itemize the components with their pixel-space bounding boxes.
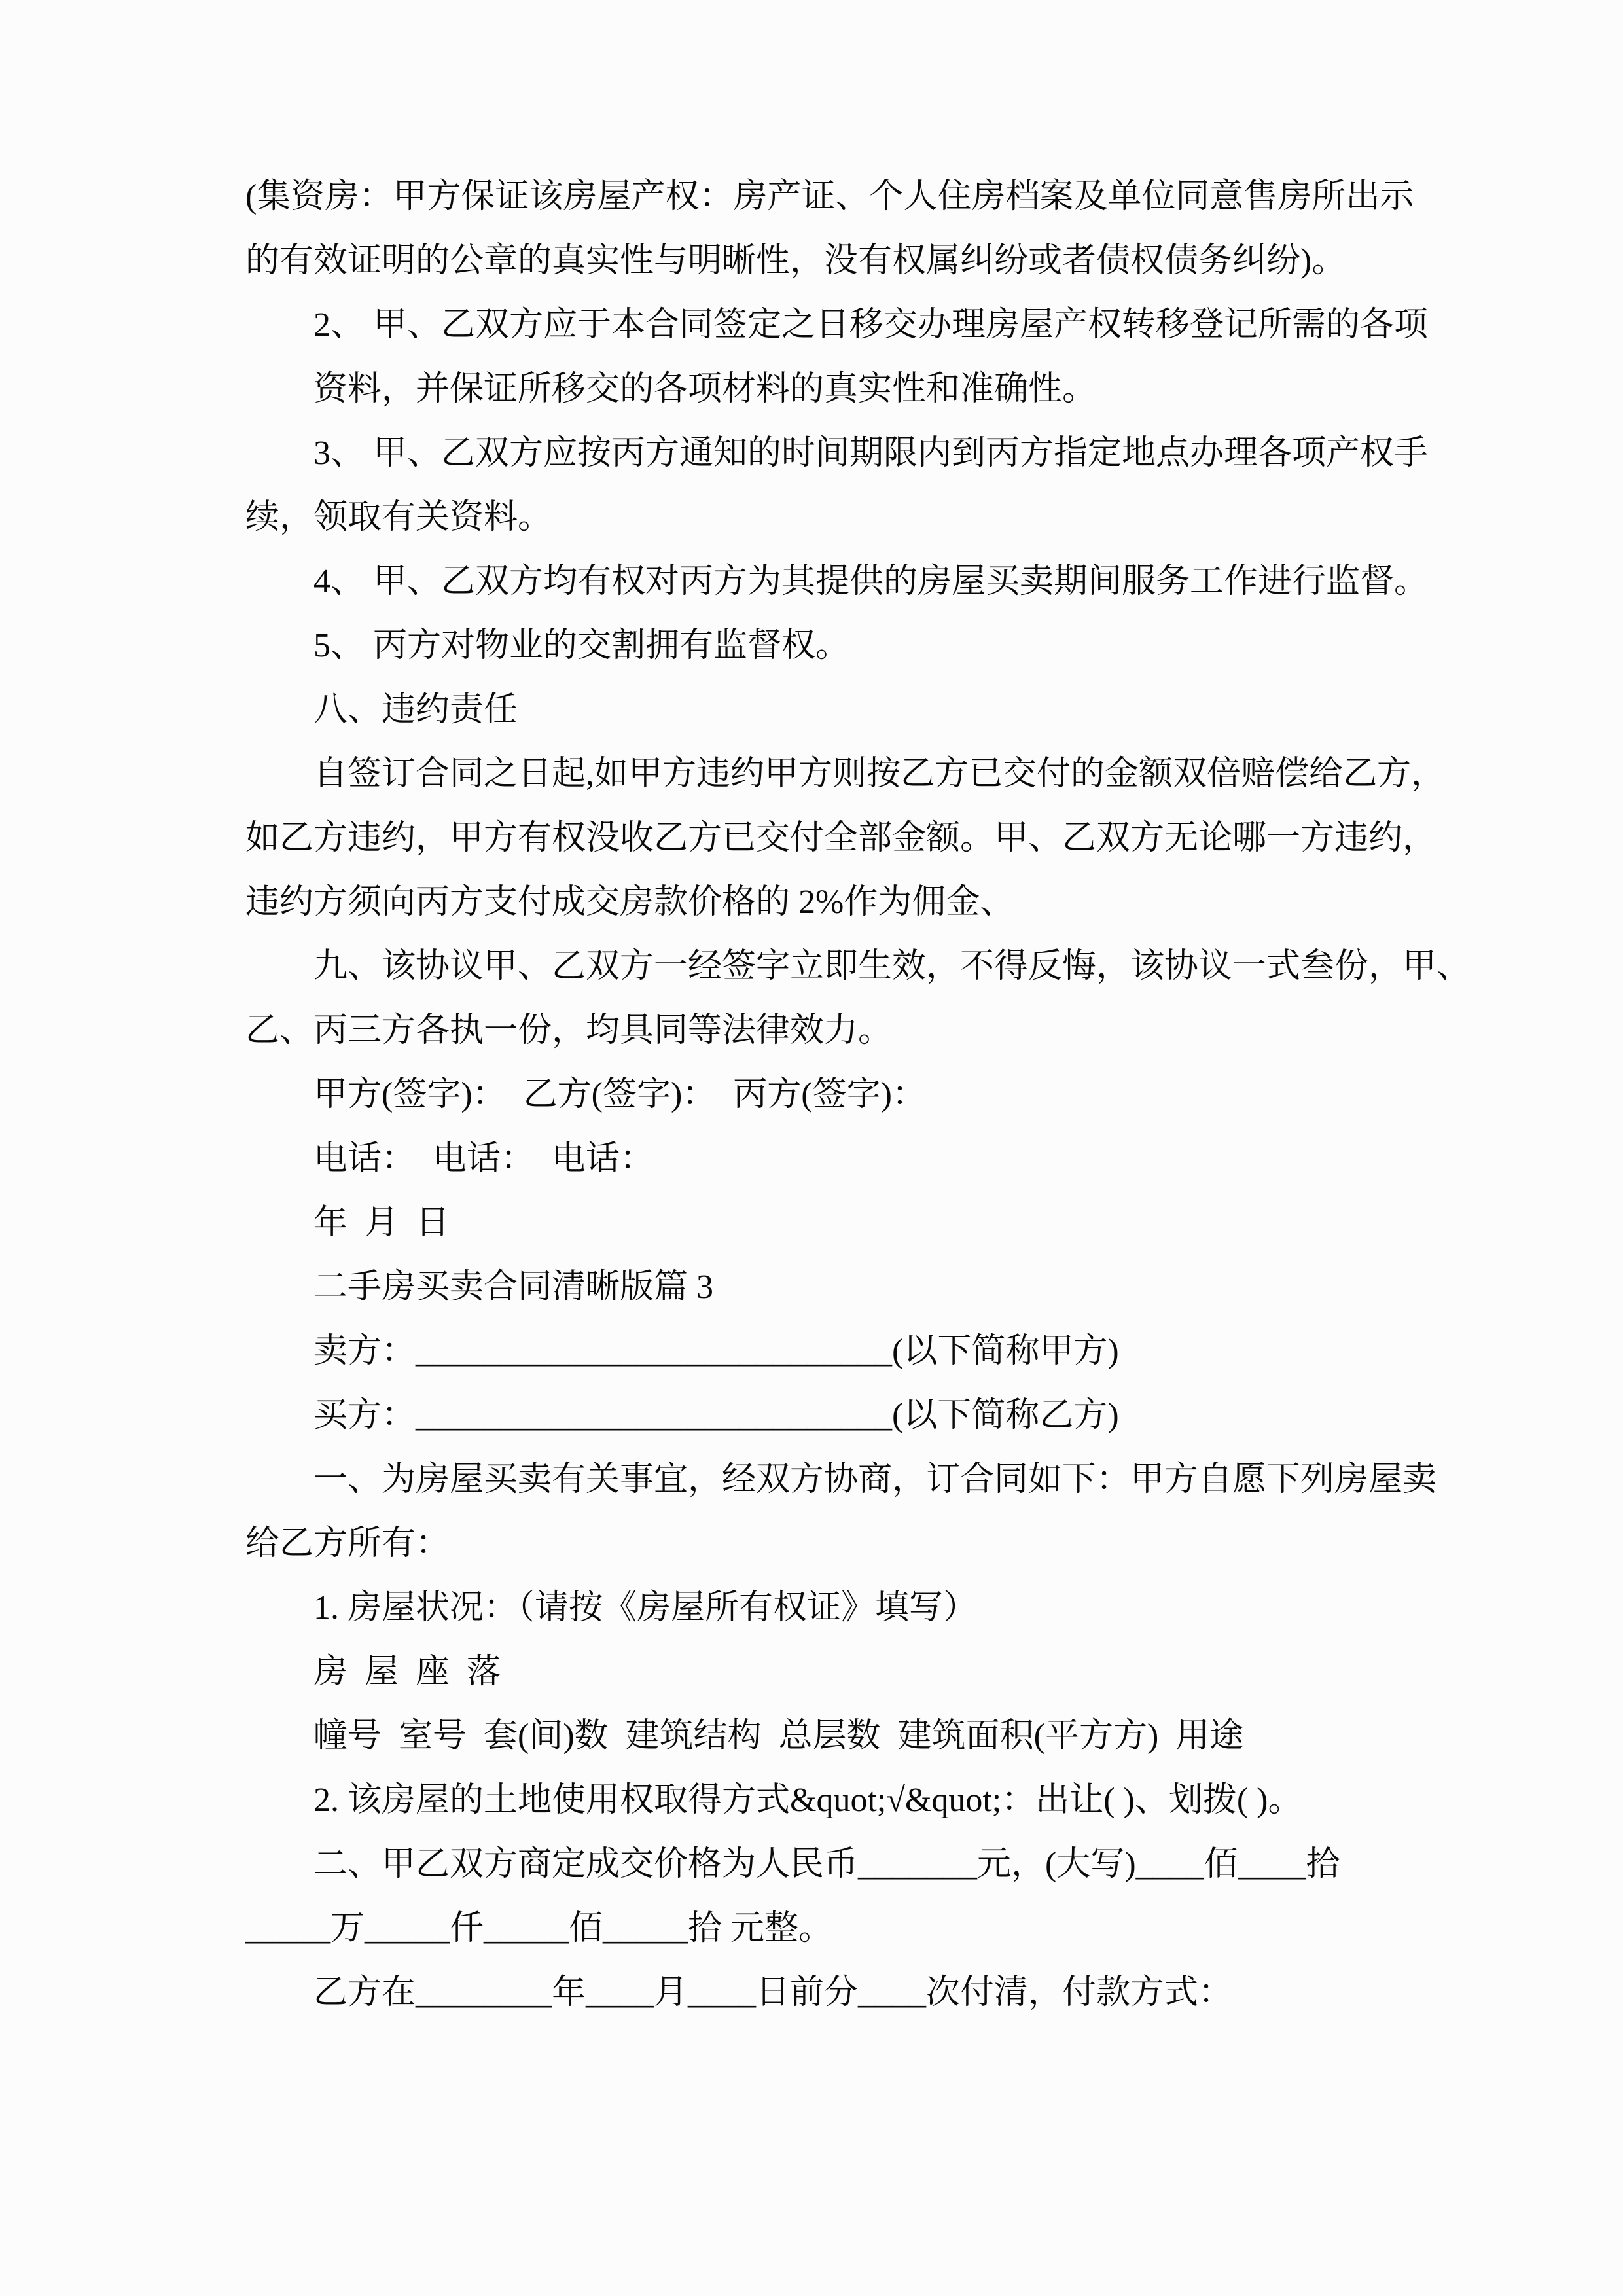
- text-line-21: 一、为房屋买卖有关事宜，经双方协商，订合同如下：甲方自愿下列房屋卖: [313, 1461, 1437, 1498]
- text-line-5: 3、 甲、乙双方应按丙方通知的时间期限内到丙方指定地点办理各项产权手: [313, 435, 1429, 472]
- text-line-18: 二手房买卖合同清晰版篇 3: [313, 1268, 714, 1306]
- text-line-25: 幢号 室号 套(间)数 建筑结构 总层数 建筑面积(平方方) 用途: [313, 1717, 1244, 1755]
- text-line-23: 1. 房屋状况：（请按《房屋所有权证》填写）: [313, 1589, 978, 1626]
- text-line-12: 违约方须向丙方支付成交房款价格的 2%作为佣金、: [245, 884, 1014, 921]
- text-line-22: 给乙方所有：: [245, 1525, 450, 1562]
- text-line-16: 电话： 电话： 电话：: [313, 1140, 654, 1177]
- text-line-19: 卖方：____________________________(以下简称甲方): [313, 1333, 1119, 1370]
- text-line-11: 如乙方违约，甲方有权没收乙方已交付全部金额。甲、乙双方无论哪一方违约，: [245, 819, 1437, 857]
- text-line-6: 续，领取有关资料。: [245, 499, 552, 536]
- text-line-3: 2、 甲、乙双方应于本合同签定之日移交办理房屋产权转移登记所需的各项: [313, 306, 1429, 344]
- text-line-15: 甲方(签字)： 乙方(签字)： 丙方(签字)：: [313, 1076, 926, 1113]
- text-line-29: 乙方在________年____月____日前分____次付清，付款方式：: [313, 1974, 1233, 2011]
- text-line-17: 年 月 日: [313, 1204, 450, 1242]
- text-line-10: 自签订合同之日起,如甲方违约甲方则按乙方已交付的金额双倍赔偿给乙方，: [313, 755, 1446, 793]
- text-line-8: 5、 丙方对物业的交割拥有监督权。: [313, 627, 850, 664]
- document-content: [245, 165, 1471, 2025]
- text-line-13: 九、该协议甲、乙双方一经签字立即生效，不得反悔，该协议一式叁份，甲、: [313, 948, 1471, 985]
- text-line-24: 房 屋 座 落: [313, 1653, 501, 1691]
- text-line-26: 2. 该房屋的土地使用权取得方式&quot;√&quot;：出让( )、划拨( )。: [313, 1782, 1302, 1819]
- text-line-28: _____万_____仟_____佰_____拾 元整。: [245, 1910, 833, 1947]
- text-line-1: (集资房：甲方保证该房屋产权：房产证、个人住房档案及单位同意售房所出示: [245, 178, 1414, 215]
- text-line-14: 乙、丙三方各执一份，均具同等法律效力。: [245, 1012, 893, 1049]
- text-line-9: 八、违约责任: [313, 691, 518, 728]
- text-line-27: 二、甲乙双方商定成交价格为人民币_______元，(大写)____佰____拾: [313, 1846, 1340, 1883]
- text-line-7: 4、 甲、乙双方均有权对丙方为其提供的房屋买卖期间服务工作进行监督。: [313, 563, 1429, 600]
- text-line-2: 的有效证明的公章的真实性与明晰性，没有权属纠纷或者债权债务纠纷)。: [245, 242, 1346, 279]
- text-line-4: 资料，并保证所移交的各项材料的真实性和准确性。: [313, 370, 1097, 408]
- text-line-20: 买方：____________________________(以下简称乙方): [313, 1397, 1119, 1434]
